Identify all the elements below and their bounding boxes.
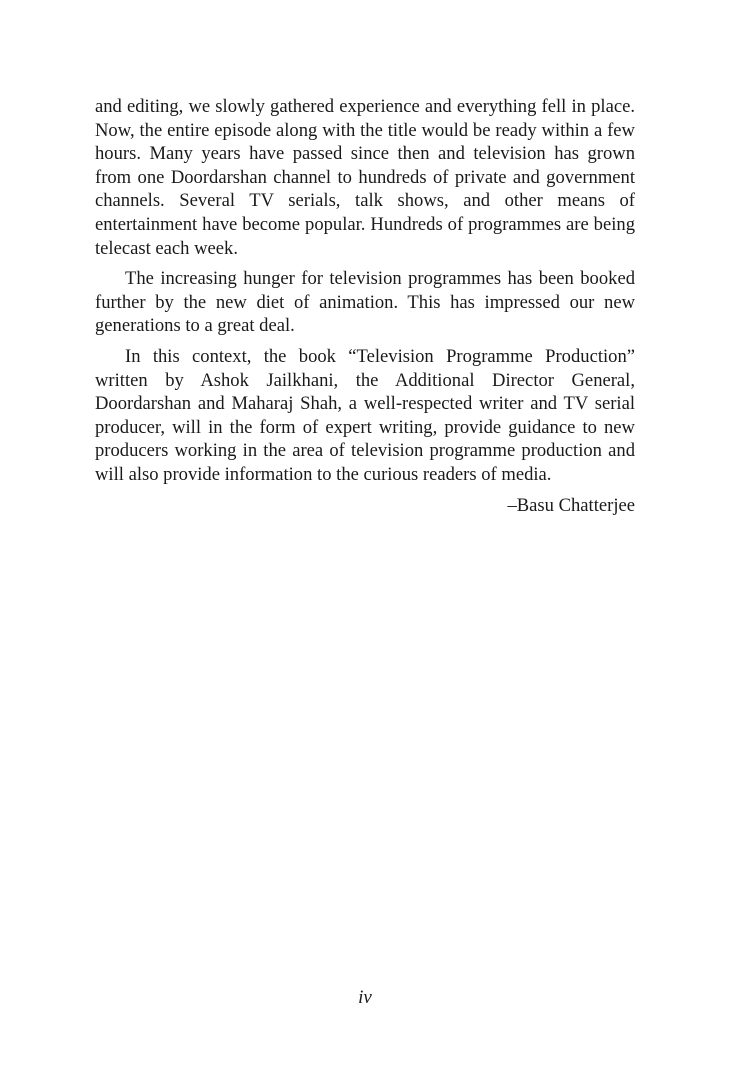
paragraph-3: In this context, the book “Television Programme Production” written by Ashok Jailkhani, the Additional Director General, Doordarshan and Maharaj Shah, a well-respected writer and TV serial producer, will in the form of expert writing, provide guidance to new producers working in the area of television programme production and will also provide information to the curious readers of media. [95, 345, 635, 485]
paragraph-1: and editing, we slowly gathered experience and everything fell in place. Now, the entire episode along with the title would be ready within a few hours. Many years have passed since then and television has grown from one Doordarshan channel to hundreds of private and government channels. Several TV serials, talk shows, and other means of entertainment have become popular. Hundreds of programmes are being telecast each week. [95, 96, 635, 259]
paragraph-2: The increasing hunger for television programmes has been booked further by the new diet of animation. This has impressed our new generations to a great deal. [95, 268, 635, 337]
author-signature: –Basu Chatterjee [507, 494, 635, 516]
page-number: iv [358, 987, 372, 1008]
document-body [95, 95, 635, 517]
